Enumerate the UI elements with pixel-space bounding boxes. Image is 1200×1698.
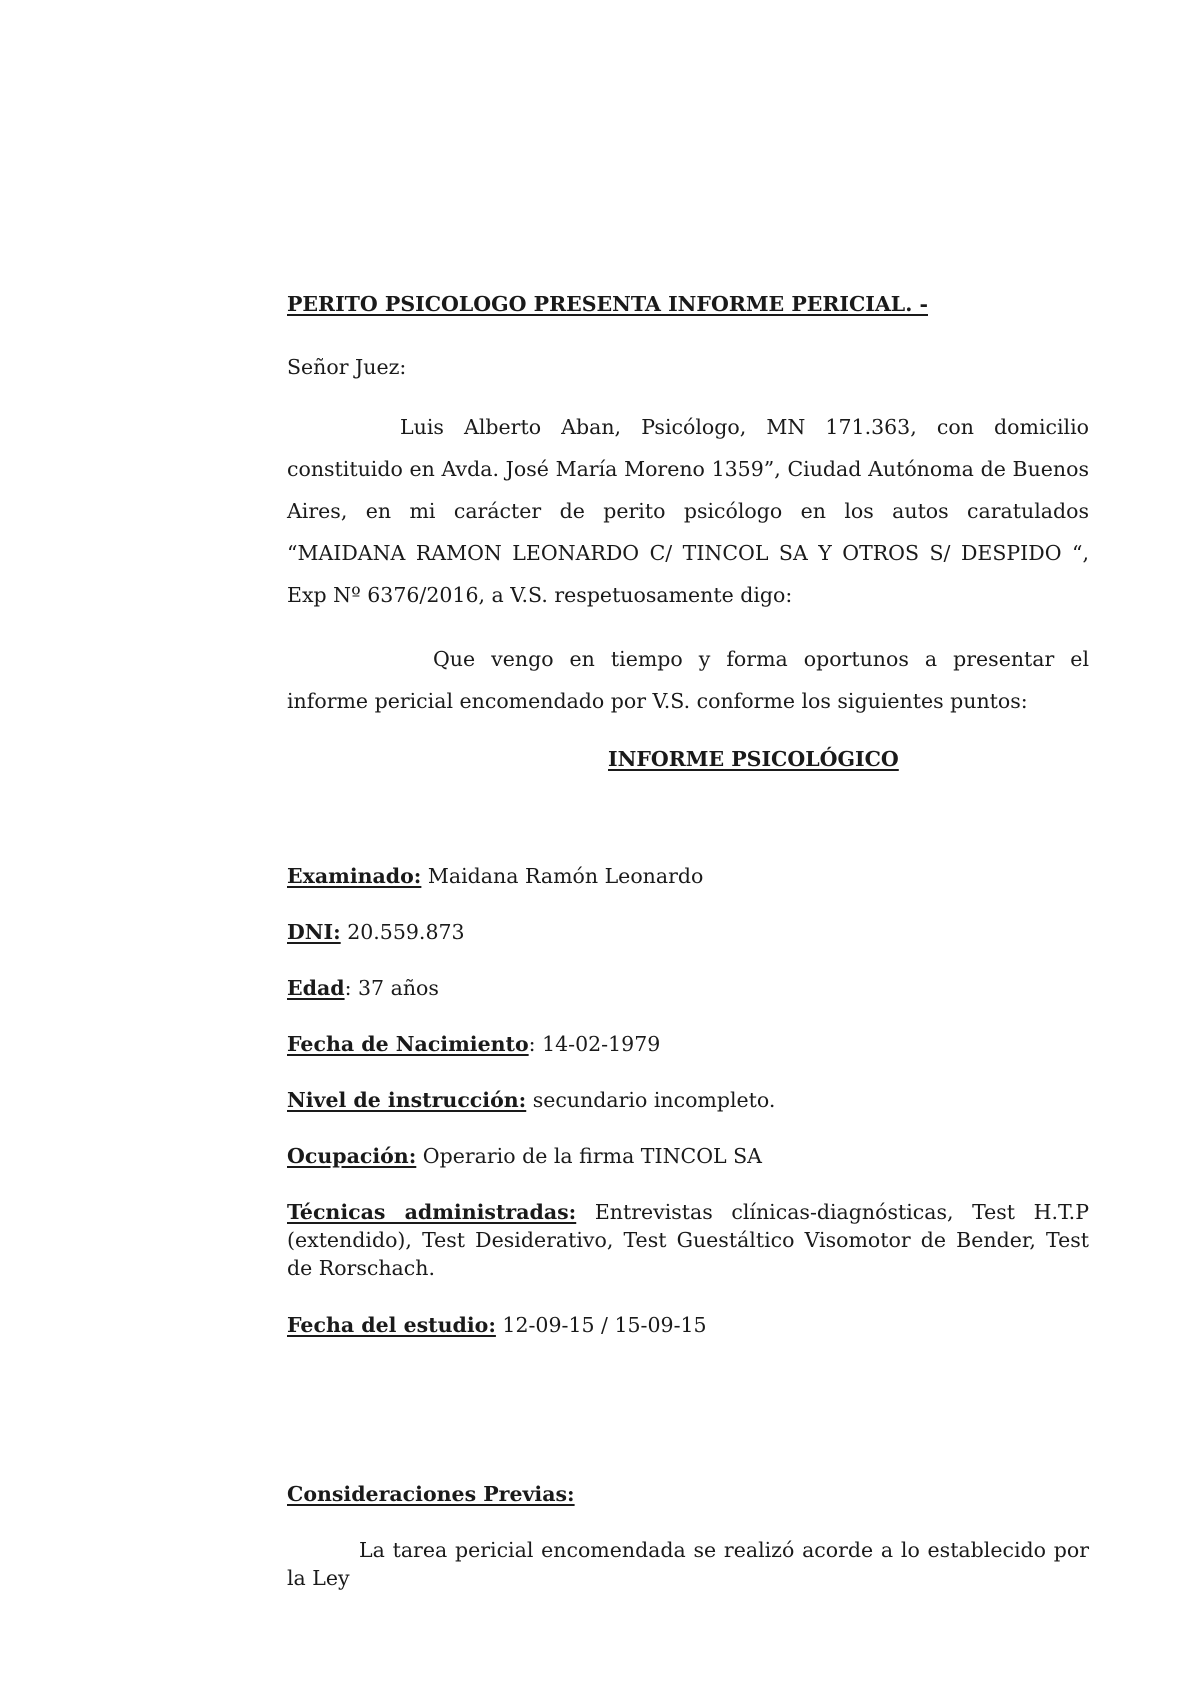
section-title: INFORME PSICOLÓGICO (608, 747, 899, 771)
greeting: Señor Juez: (287, 355, 407, 379)
field-nivel-instruccion (287, 1086, 1089, 1114)
field-label: DNI: (287, 920, 341, 944)
field-label: Fecha de Nacimiento (287, 1032, 529, 1056)
field-value: Entrevistas clínicas-diagnósticas, Test H.T.P (extendido), Test Desiderativo, Test Guestáltico Visomotor de Bender, Test de Rorschach. (287, 1200, 1089, 1280)
field-label: Fecha del estudio: (287, 1313, 496, 1337)
document-title: PERITO PSICOLOGO PRESENTA INFORME PERICIAL. - (287, 292, 928, 316)
considerations-paragraph: La tarea pericial encomendada se realizó acorde a lo establecido por la Ley (287, 1538, 1089, 1590)
request-paragraph: Que vengo en tiempo y forma oportunos a presentar el informe pericial encomendado por V.S. conforme los siguientes puntos: (287, 647, 1089, 713)
field-label: Nivel de instrucción: (287, 1088, 527, 1112)
field-value: Operario de la firma TINCOL SA (416, 1144, 762, 1168)
field-ocupacion (287, 1142, 1089, 1170)
field-value: : 37 años (344, 976, 439, 1000)
field-edad (287, 974, 1089, 1002)
field-label: Ocupación: (287, 1144, 417, 1168)
field-value: secundario incompleto. (526, 1088, 776, 1112)
field-label: Examinado: (287, 864, 422, 888)
field-examinado (287, 862, 1089, 890)
field-fecha-estudio (287, 1311, 1089, 1339)
field-value: Maidana Ramón Leonardo (421, 864, 704, 888)
considerations-title: Consideraciones Previas: (287, 1482, 575, 1506)
field-label: Técnicas administradas: (287, 1200, 577, 1224)
field-value: 12-09-15 / 15-09-15 (495, 1313, 707, 1337)
field-dni (287, 918, 1089, 946)
field-label: Edad (287, 976, 345, 1000)
intro-paragraph: Luis Alberto Aban, Psicólogo, MN 171.363, con domicilio constituido en Avda. José María Moreno 1359”, Ciudad Autónoma de Buenos Aires, en mi carácter de perito psicólogo en los autos caratulados “MAIDANA RAMON LEONARDO C/ TINCOL SA Y OTROS S/ DESPIDO “, Exp Nº 6376/2016, a V.S. respetuosamente digo: (287, 415, 1089, 607)
field-fecha-nacimiento (287, 1030, 1089, 1058)
field-value: 20.559.873 (340, 920, 465, 944)
field-value: : 14-02-1979 (528, 1032, 661, 1056)
field-tecnicas (287, 1198, 1089, 1282)
